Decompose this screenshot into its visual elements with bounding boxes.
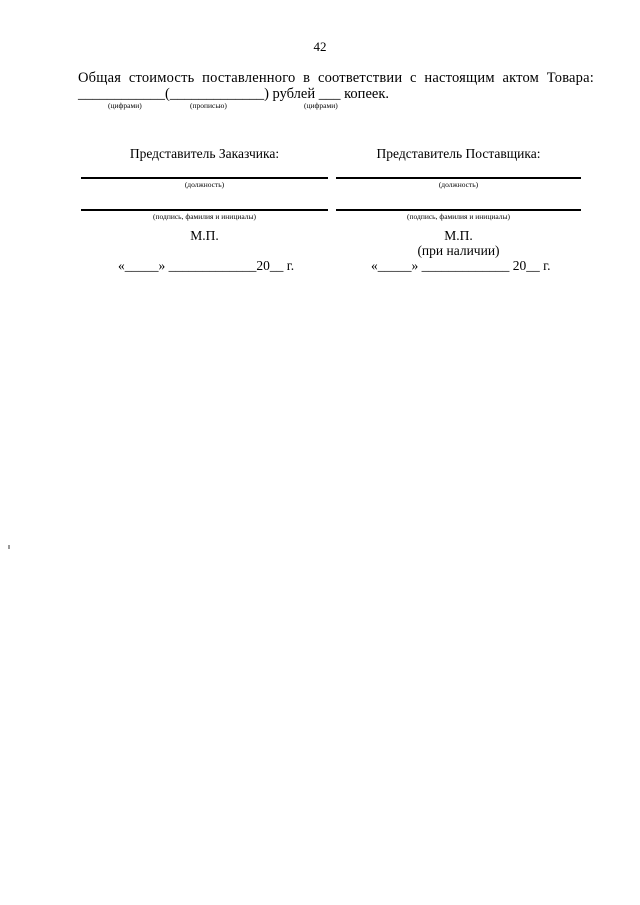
page-number: 42: [313, 39, 327, 54]
blank-amount-digits[interactable]: ____________: [78, 86, 165, 102]
rubles-label: ) рублей: [264, 86, 316, 102]
supplier-signature-line[interactable]: [336, 209, 581, 211]
open-paren: (: [165, 86, 170, 102]
supplier-signature-caption: (подпись, фамилия и инициалы): [406, 212, 511, 221]
kopecks-label: копеек.: [344, 86, 389, 102]
total-cost-sentence: Общая стоимость поставленного в соответствии с настоящим актом Товара:: [78, 70, 594, 86]
customer-signature-line[interactable]: [81, 209, 328, 211]
blank-amount-words[interactable]: _____________: [169, 86, 265, 102]
supplier-stamp-label: М.П.: [444, 228, 473, 243]
supplier-position-caption: (должность): [438, 180, 479, 189]
supplier-position-line[interactable]: [336, 177, 581, 179]
supplier-stamp-note: (при наличии): [417, 243, 500, 258]
customer-position-line[interactable]: [81, 177, 328, 179]
scan-speck: [8, 545, 10, 549]
supplier-date-field[interactable]: «_____» _____________ 20__ г.: [371, 258, 551, 273]
customer-position-caption: (должность): [184, 180, 225, 189]
hint-digits: (цифрами): [108, 101, 142, 110]
customer-representative-title: Представитель Заказчика:: [129, 146, 280, 161]
blank-kopecks[interactable]: ___: [318, 86, 341, 102]
supplier-representative-title: Представитель Поставщика:: [376, 146, 541, 161]
customer-signature-caption: (подпись, фамилия и инициалы): [152, 212, 257, 221]
hint-kopecks-digits: (цифрами): [304, 101, 338, 110]
hint-words: (прописью): [190, 101, 227, 110]
customer-stamp-label: М.П.: [190, 228, 219, 243]
customer-date-field[interactable]: «_____» _____________20__ г.: [118, 258, 295, 273]
